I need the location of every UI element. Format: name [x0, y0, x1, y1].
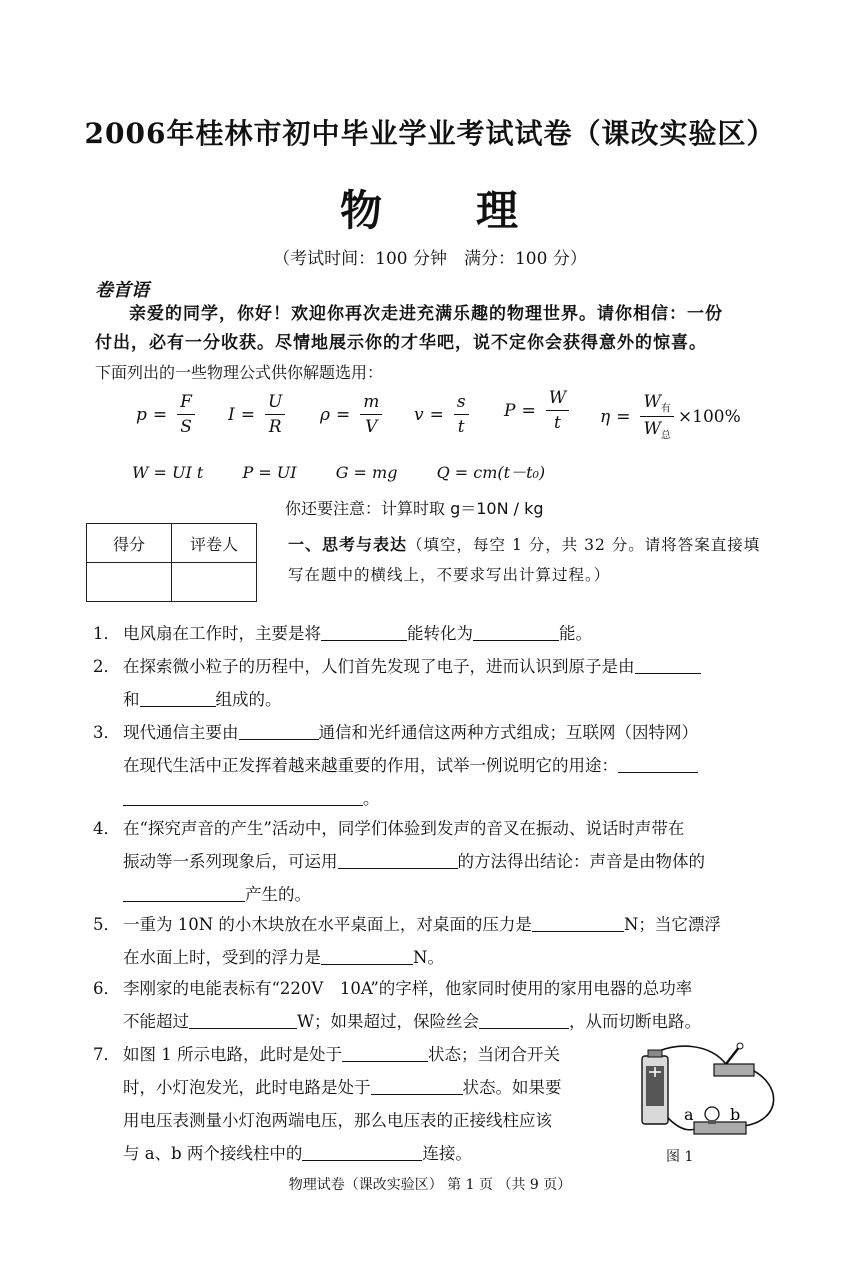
score-cell[interactable] — [87, 563, 172, 602]
question-text: N；当它漂浮 — [623, 915, 721, 934]
section-1-title: 一、思考与表达 — [288, 535, 408, 554]
question-text: 一重为 10N 的小木块放在水平桌面上，对桌面的压力是 — [123, 915, 532, 934]
formula-num: F — [177, 392, 195, 415]
formula-den: t — [457, 417, 465, 437]
preface-heading: 卷首语 — [95, 280, 149, 301]
answer-blank[interactable] — [123, 787, 363, 806]
question-number: 5． — [93, 915, 120, 934]
answer-blank[interactable] — [532, 913, 624, 932]
answer-blank[interactable] — [479, 1010, 569, 1029]
answer-blank[interactable] — [140, 688, 216, 707]
wire-right — [744, 1070, 774, 1126]
terminal-b-label: b — [730, 1105, 741, 1124]
formula-work: W = UI t — [132, 463, 204, 482]
answer-blank[interactable] — [635, 655, 701, 674]
formula-speed: v = $\frac{s}{t}$ — [414, 392, 473, 437]
formula-den-sub: 总 — [660, 430, 671, 442]
question-text: 连接。 — [422, 1144, 472, 1163]
formula-density: ρ = $\frac{m}{V}$ — [320, 392, 386, 437]
subject-char-1: 物 — [339, 186, 384, 235]
formula-den: V — [365, 417, 378, 437]
preface-text — [95, 300, 767, 387]
formula-gravity: G = mg — [335, 463, 398, 482]
question-text: 不能超过 — [123, 1012, 189, 1031]
gravity-note: 你还要注意：计算时取 g＝10N / kg — [285, 499, 544, 518]
formula-num: m — [360, 392, 382, 415]
formula-num: U — [265, 392, 285, 415]
formula-den: R — [268, 417, 282, 437]
question-number: 3． — [93, 723, 120, 742]
formula-num: W — [546, 388, 569, 411]
grader-cell[interactable] — [172, 563, 257, 602]
formula-lhs: v — [414, 404, 424, 425]
score-header: 得分 — [87, 524, 172, 563]
formula-num: W — [643, 392, 661, 412]
formula-den: W — [643, 419, 661, 440]
subject-title — [0, 178, 860, 238]
subject-char-2: 理 — [476, 186, 521, 235]
question-2 — [93, 650, 767, 716]
circuit-figure — [632, 1040, 782, 1144]
figure-1-label: 图 1 — [666, 1149, 694, 1165]
question-6 — [93, 972, 767, 1038]
question-text: 的方法得出结论：声音是由物体的 — [457, 852, 705, 871]
answer-blank[interactable] — [618, 754, 698, 773]
terminal-a-label: a — [684, 1105, 694, 1124]
grader-header: 评卷人 — [172, 524, 257, 563]
question-text: 组成的。 — [215, 690, 282, 709]
question-text: 与 a、b 两个接线柱中的 — [123, 1144, 303, 1163]
formula-den: S — [180, 417, 192, 437]
question-5 — [93, 908, 767, 974]
question-3 — [93, 716, 767, 815]
question-text: N。 — [413, 948, 444, 967]
formula-lhs: ρ — [320, 404, 330, 425]
answer-blank[interactable] — [321, 622, 407, 641]
page-footer: 物理试卷（课改实验区） 第 1 页 （共 9 页） — [288, 1177, 572, 1193]
formula-power: P = $\frac{W}{t}$ — [504, 388, 573, 433]
question-text: W；如果超过，保险丝会 — [297, 1012, 479, 1031]
question-text: ，从而切断电路。 — [568, 1012, 701, 1031]
question-text: 李刚家的电能表标有“220V 10A”的字样，他家同时使用的家用电器的总功率 — [123, 979, 693, 998]
question-text: 时，小灯泡发光，此时电路是处于 — [123, 1078, 371, 1097]
formula-current: I = $\frac{U}{R}$ — [228, 392, 289, 437]
formula-lhs: P — [504, 400, 516, 421]
formula-heat: Q = cm(t－t₀) — [436, 463, 546, 482]
question-text: 振动等一系列现象后，可运用 — [123, 852, 338, 871]
preface-line-1: 亲爱的同学，你好！欢迎你再次走进充满乐趣的物理世界。请你相信：一份 — [129, 304, 723, 324]
section-1-instructions: （填空，每空 1 分，共 32 分。请将答案直接填写在题中的横线上，不要求写出计算过程。） — [288, 536, 761, 584]
question-text: 在“探究声音的产生”活动中，同学们体验到发声的音叉在振动、说话时声带在 — [123, 819, 685, 838]
question-4 — [93, 812, 767, 911]
formula-lhs: p — [136, 404, 147, 425]
question-1 — [93, 617, 767, 650]
answer-blank[interactable] — [239, 721, 319, 740]
question-text: 在水面上时，受到的浮力是 — [123, 948, 321, 967]
formula-num: s — [454, 392, 469, 415]
question-text: 能转化为 — [407, 624, 473, 643]
formula-lhs: η — [600, 406, 611, 427]
answer-blank[interactable] — [123, 883, 245, 902]
battery-icon — [642, 1050, 668, 1124]
score-table — [86, 523, 257, 602]
question-text: 能。 — [559, 624, 592, 643]
question-text: 在探索微小粒子的历程中，人们首先发现了电子，进而认识到原子是由 — [123, 657, 635, 676]
formula-num-sub: 有 — [660, 403, 671, 415]
preface-line-2: 付出，必有一分收获。尽情地展示你的才华吧，说不定你会获得意外的惊喜。 — [95, 333, 707, 353]
question-text: 产生的。 — [245, 885, 311, 904]
question-text: 状态；当闭合开关 — [428, 1045, 560, 1064]
formula-efficiency: η = $\frac{W_有}{W_总}$ ×100% — [600, 392, 741, 442]
question-text: 通信和光纤通信这两种方式组成；互联网（因特网） — [318, 723, 698, 742]
question-text: 电风扇在工作时，主要是将 — [123, 624, 321, 643]
question-text: 在现代生活中正发挥着越来越重要的作用，试举一例说明它的用途： — [123, 756, 618, 775]
answer-blank[interactable] — [342, 1043, 428, 1062]
formula-tail: ×100% — [677, 406, 741, 427]
preface-line-3: 下面列出的一些物理公式供你解题选用： — [95, 363, 384, 382]
question-number: 2． — [93, 657, 120, 676]
formula-electric-power: P = UI — [242, 463, 297, 482]
switch-icon — [714, 1043, 754, 1076]
exam-title: 2006年桂林市初中毕业学业考试试卷（课改实验区） — [84, 117, 776, 150]
answer-blank[interactable] — [189, 1010, 297, 1029]
question-7 — [93, 1038, 613, 1170]
exam-time-info: （考试时间：100 分钟 满分：100 分） — [273, 249, 587, 269]
formula-row-2 — [132, 460, 579, 483]
question-text: 。 — [363, 789, 380, 808]
answer-blank[interactable] — [371, 1076, 463, 1095]
question-text: 现代通信主要由 — [123, 723, 239, 742]
question-text: 如图 1 所示电路，此时是处于 — [123, 1045, 342, 1064]
formula-lhs: I — [228, 404, 235, 425]
question-number: 7． — [93, 1045, 120, 1064]
formula-den: t — [554, 413, 561, 433]
question-number: 6． — [93, 979, 120, 998]
answer-blank[interactable] — [473, 622, 559, 641]
question-number: 1． — [93, 624, 120, 643]
answer-blank[interactable] — [302, 1142, 422, 1161]
question-number: 4． — [93, 819, 120, 838]
answer-blank[interactable] — [338, 850, 458, 869]
question-text: 状态。如果要 — [462, 1078, 562, 1097]
answer-blank[interactable] — [321, 946, 413, 965]
question-text: 和 — [123, 690, 140, 709]
formula-pressure: p = $\frac{F}{S}$ — [136, 392, 199, 437]
question-text: 用电压表测量小灯泡两端电压，那么电压表的正接线柱应该 — [123, 1111, 552, 1130]
section-1-heading — [288, 530, 766, 590]
